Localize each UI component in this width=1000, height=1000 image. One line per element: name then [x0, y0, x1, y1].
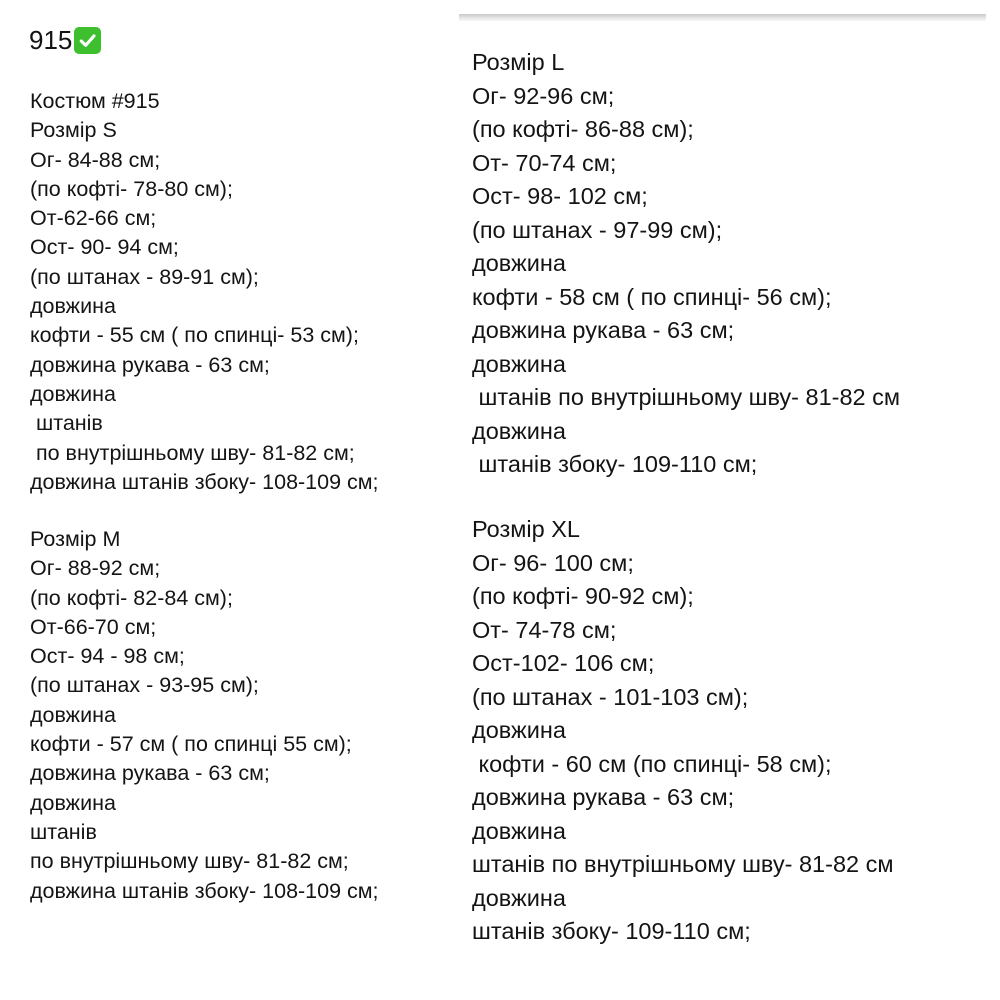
- text-line: (по кофті- 90-92 см);: [472, 583, 694, 609]
- text-line: довжина рукава - 63 см;: [30, 352, 270, 377]
- text-line: От-62-66 см;: [30, 206, 157, 231]
- text-line: От-66-70 см;: [30, 614, 157, 639]
- text-line: довжина: [30, 294, 116, 319]
- left-screenshot-panel: [0, 0, 456, 1000]
- text-line: довжина штанів збоку- 108-109 см;: [30, 878, 379, 903]
- text-line: довжина рукава - 63 см;: [30, 761, 270, 786]
- text-line: штанів збоку- 109-110 см;: [472, 451, 758, 477]
- text-line: довжина: [472, 717, 566, 743]
- text-line: довжина: [472, 250, 566, 276]
- text-line: Ог- 92-96 см;: [472, 82, 615, 109]
- text-line: штанів по внутрішньому шву- 81-82 см: [472, 384, 901, 410]
- text-line: Ост- 94 - 98 см;: [30, 644, 185, 669]
- text-line: довжина: [472, 817, 566, 844]
- text-line: штанів: [30, 411, 103, 436]
- text-line: (по штанах - 101-103 см);: [472, 683, 749, 710]
- text-line: довжина: [472, 884, 566, 911]
- size-m-description: [30, 525, 379, 906]
- text-line: кофти - 58 см ( по спинці- 56 см);: [472, 283, 832, 310]
- text-line: Ост- 98- 102 см;: [472, 183, 648, 209]
- text-line: довжина штанів збоку- 108-109 см;: [30, 469, 379, 494]
- size-xl-description: [472, 513, 894, 949]
- size-s-description: [30, 87, 379, 497]
- suit-title: Костюм #915: [30, 89, 160, 113]
- text-line: От- 70-74 см;: [472, 149, 617, 176]
- right-screenshot-panel: [459, 0, 986, 1000]
- text-line: по внутрішньому шву- 81-82 см;: [30, 440, 355, 465]
- text-line: кофти - 57 см ( по спинці 55 см);: [30, 732, 352, 757]
- size-heading: Розмір XL: [472, 516, 580, 542]
- green-check-box-icon: [74, 27, 101, 54]
- text-line: Ог- 84-88 см;: [30, 147, 161, 172]
- text-line: штанів по внутрішньому шву- 81-82 см: [472, 851, 894, 877]
- text-line: (по кофті- 82-84 см);: [30, 585, 233, 610]
- text-line: штанів: [30, 819, 97, 844]
- text-line: (по штанах - 89-91 см);: [30, 264, 259, 289]
- text-line: (по штанах - 97-99 см);: [472, 216, 723, 243]
- text-line: кофти - 60 см (по спинці- 58 см);: [472, 750, 832, 777]
- text-line: довжина: [30, 702, 116, 727]
- product-code: 915: [29, 25, 73, 55]
- text-line: довжина: [30, 381, 116, 406]
- top-edge-divider: [459, 14, 986, 21]
- text-line: (по кофті- 86-88 см);: [472, 116, 694, 142]
- size-heading: Розмір M: [30, 527, 121, 551]
- text-line: довжина: [30, 790, 116, 815]
- text-line: Ост- 90- 94 см;: [30, 235, 179, 260]
- text-line: От- 74-78 см;: [472, 616, 617, 643]
- text-line: кофти - 55 см ( по спинці- 53 см);: [30, 323, 359, 348]
- text-line: Ог- 88-92 см;: [30, 556, 161, 581]
- text-line: Ог- 96- 100 см;: [472, 549, 634, 576]
- text-line: штанів збоку- 109-110 см;: [472, 918, 751, 944]
- text-line: (по штанах - 93-95 см);: [30, 673, 259, 698]
- text-line: довжина рукава - 63 см;: [472, 784, 735, 810]
- text-line: по внутрішньому шву- 81-82 см;: [30, 849, 349, 874]
- text-line: довжина рукава - 63 см;: [472, 317, 735, 343]
- product-code-heading: [29, 24, 101, 56]
- text-line: Ост-102- 106 см;: [472, 650, 655, 676]
- text-line: (по кофті- 78-80 см);: [30, 176, 233, 201]
- size-l-description: [472, 46, 900, 482]
- size-heading: Розмір S: [30, 118, 117, 143]
- text-line: довжина: [472, 417, 566, 444]
- text-line: довжина: [472, 350, 566, 377]
- size-heading: Розмір L: [472, 49, 565, 75]
